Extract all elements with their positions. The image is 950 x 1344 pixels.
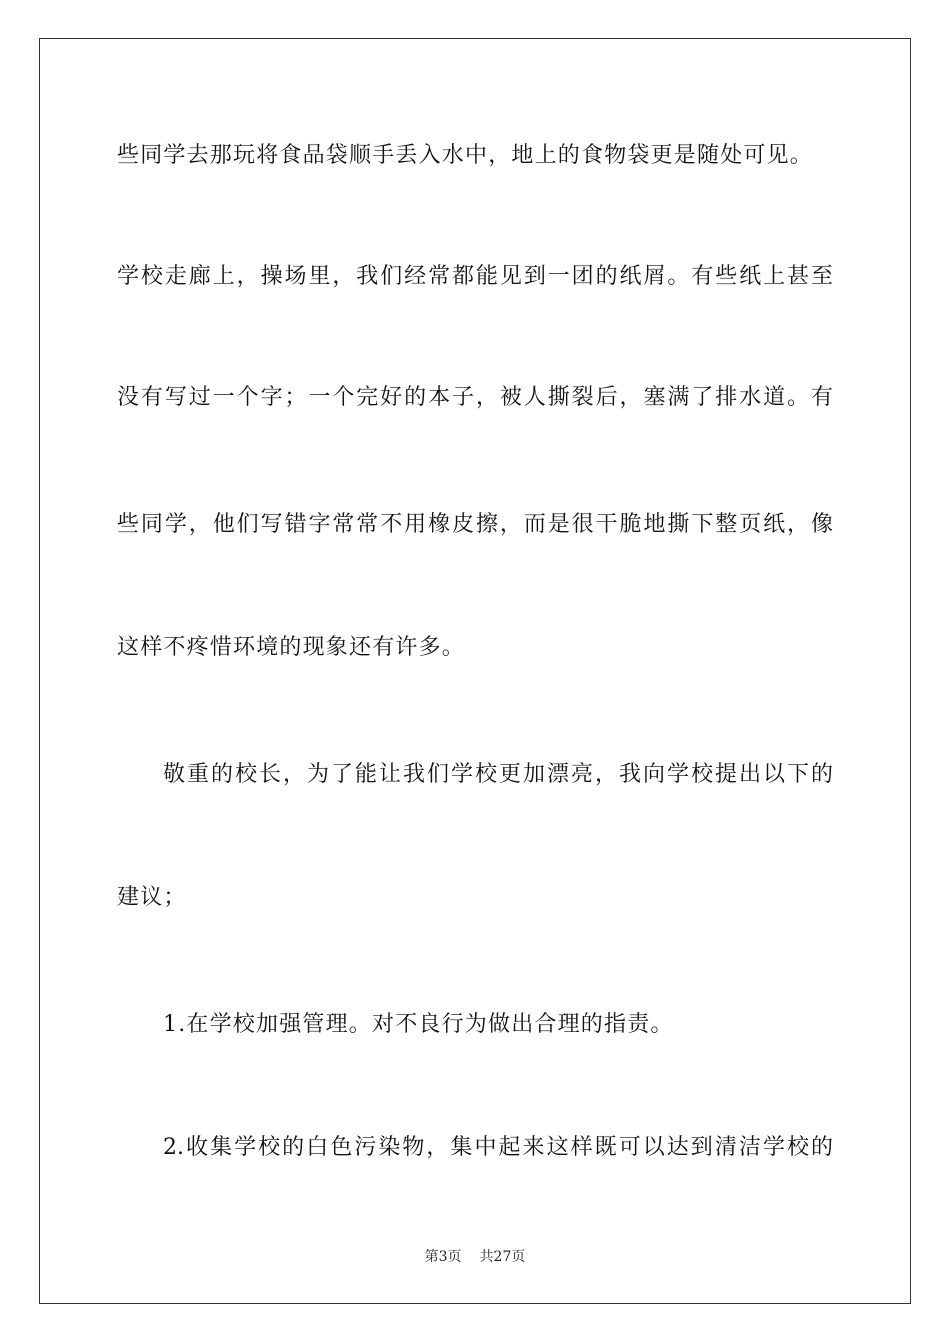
page-total: 共27页 [479,1249,526,1265]
page-number: 第3页 [424,1249,462,1265]
list-item-2: 2.收集学校的白色污染物，集中起来这样既可以达到清洁学校的 [163,1135,833,1160]
page-frame [39,38,911,1304]
body-line-5: 这样不疼惜环境的现象还有许多。 [117,635,466,660]
body-line-4: 些同学，他们写错字常常不用橡皮擦，而是很干脆地撕下整页纸，像 [117,512,833,537]
body-line-6: 敬重的校长，为了能让我们学校更加漂亮，我向学校提出以下的 [163,762,833,787]
list-item-1: 1.在学校加强管理。对不良行为做出合理的指责。 [163,1012,674,1037]
body-line-1: 些同学去那玩将食品袋顺手丢入水中，地上的食物袋更是随处可见。 [117,143,814,168]
page-footer [0,1247,950,1267]
body-line-2: 学校走廊上，操场里，我们经常都能见到一团的纸屑。有些纸上甚至 [117,264,833,289]
body-line-3: 没有写过一个字；一个完好的本子，被人撕裂后，塞满了排水道。有 [117,385,833,410]
body-line-7: 建议； [117,885,187,910]
